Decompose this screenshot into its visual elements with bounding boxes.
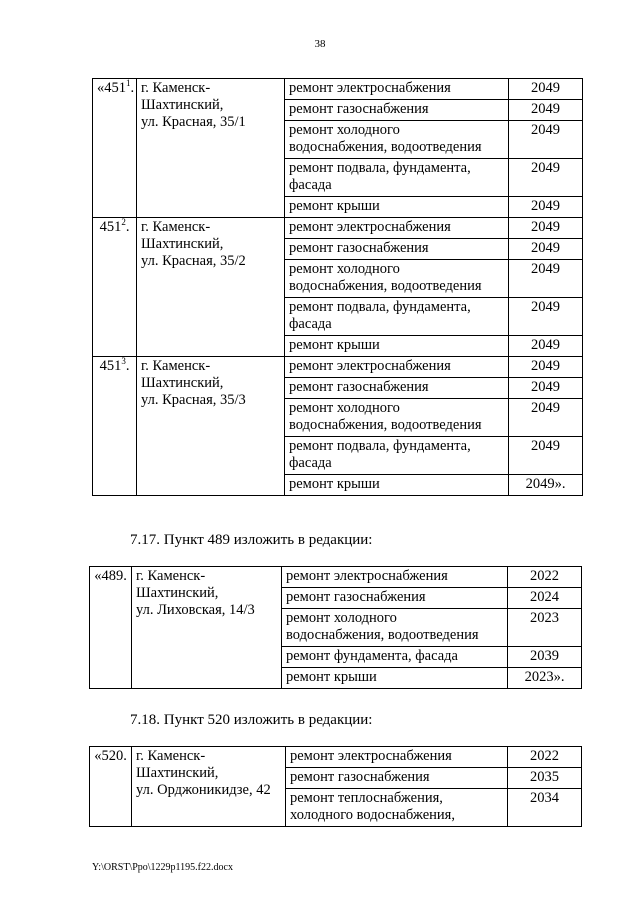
- year-cell: [509, 399, 583, 437]
- year-cell: [508, 567, 582, 588]
- table-row: [90, 567, 582, 588]
- year-cell: [509, 197, 583, 218]
- work-type-text: ремонт газоснабжения: [289, 379, 429, 395]
- work-type-cell: [285, 121, 509, 159]
- work-type-cell: [286, 768, 508, 789]
- table-row: [93, 79, 583, 100]
- repair-schedule-table-451: [92, 78, 583, 496]
- year-cell: [509, 336, 583, 357]
- address-line: г. Каменск-: [141, 219, 211, 235]
- work-type-cell: [285, 475, 509, 496]
- work-type-line: ремонт холодного: [289, 400, 400, 416]
- work-type-line: водоснабжения, водоотведения: [289, 278, 482, 294]
- work-type-cell: [285, 437, 509, 475]
- work-type-line: ремонт подвала, фундамента,: [289, 160, 471, 176]
- work-type-line: ремонт холодного: [289, 122, 400, 138]
- work-type-text: ремонт фундамента, фасада: [286, 648, 458, 664]
- work-type-cell: [282, 668, 508, 689]
- address-line: ул. Орджоникидзе, 42: [136, 782, 271, 798]
- work-type-text: ремонт электроснабжения: [289, 80, 451, 96]
- year-value: 2049: [531, 240, 560, 256]
- address-cell: [137, 218, 285, 357]
- item-number: [90, 747, 132, 827]
- work-type-cell: [285, 100, 509, 121]
- repair-schedule-table-520: [89, 746, 582, 827]
- year-value: 2049: [531, 358, 560, 374]
- year-cell: [509, 79, 583, 100]
- paragraph-7-18: 7.18. Пункт 520 изложить в редакции:: [130, 712, 373, 728]
- work-type-cell: [285, 336, 509, 357]
- year-cell: [508, 588, 582, 609]
- footer-file-path: Y:\ORST\Ppo\1229p1195.f22.docx: [92, 862, 233, 873]
- work-type-cell: [282, 609, 508, 647]
- work-type-text: ремонт газоснабжения: [290, 769, 430, 785]
- work-type-line: фасада: [289, 316, 332, 332]
- item-number-suffix: .: [125, 358, 130, 374]
- year-value: 2049: [531, 198, 560, 214]
- work-type-text: ремонт газоснабжения: [289, 240, 429, 256]
- year-value: 2035: [530, 769, 559, 785]
- work-type-cell: [285, 159, 509, 197]
- item-number-text: 451: [99, 358, 122, 374]
- work-type-line: ремонт подвала, фундамента,: [289, 438, 471, 454]
- year-cell: [509, 357, 583, 378]
- year-value: 2023».: [524, 669, 565, 685]
- year-value: 2049».: [525, 476, 566, 492]
- work-type-line: фасада: [289, 177, 332, 193]
- work-type-text: ремонт электроснабжения: [290, 748, 452, 764]
- work-type-text: ремонт крыши: [289, 337, 380, 353]
- work-type-line: ремонт холодного: [286, 610, 397, 626]
- address-cell: [137, 357, 285, 496]
- year-cell: [509, 260, 583, 298]
- address-line: Шахтинский,: [141, 97, 224, 113]
- item-number: [93, 357, 137, 496]
- work-type-text: ремонт электроснабжения: [289, 219, 451, 235]
- work-type-text: ремонт крыши: [289, 476, 380, 492]
- work-type-line: фасада: [289, 455, 332, 471]
- address-line: ул. Красная, 35/3: [141, 392, 246, 408]
- year-value: 2049: [531, 80, 560, 96]
- work-type-line: холодного водоснабжения,: [290, 807, 455, 823]
- address-cell: [132, 747, 286, 827]
- year-value: 2022: [530, 568, 559, 584]
- work-type-text: ремонт крыши: [286, 669, 377, 685]
- year-cell: [508, 789, 582, 827]
- address-line: г. Каменск-: [141, 80, 211, 96]
- work-type-cell: [282, 588, 508, 609]
- item-number: [90, 567, 132, 689]
- item-number-text: «489.: [94, 568, 127, 584]
- work-type-line: водоснабжения, водоотведения: [289, 139, 482, 155]
- address-line: ул. Красная, 35/1: [141, 114, 246, 130]
- item-number-superscript: 3: [121, 356, 126, 367]
- address-line: ул. Красная, 35/2: [141, 253, 246, 269]
- year-value: 2049: [531, 122, 560, 138]
- work-type-line: водоснабжения, водоотведения: [286, 627, 479, 643]
- work-type-line: ремонт холодного: [289, 261, 400, 277]
- year-cell: [508, 747, 582, 768]
- work-type-cell: [285, 79, 509, 100]
- address-line: Шахтинский,: [141, 236, 224, 252]
- work-type-cell: [285, 239, 509, 260]
- work-type-cell: [285, 260, 509, 298]
- year-cell: [509, 239, 583, 260]
- item-number-text: «520.: [94, 748, 127, 764]
- work-type-text: ремонт газоснабжения: [286, 589, 426, 605]
- address-cell: [137, 79, 285, 218]
- item-number-superscript: 1: [126, 78, 131, 89]
- year-value: 2039: [530, 648, 559, 664]
- address-line: г. Каменск-: [141, 358, 211, 374]
- work-type-line: водоснабжения, водоотведения: [289, 417, 482, 433]
- table-row: [93, 357, 583, 378]
- paragraph-7-17: 7.17. Пункт 489 изложить в редакции:: [130, 532, 373, 548]
- work-type-cell: [286, 747, 508, 768]
- item-number-suffix: .: [130, 80, 135, 96]
- year-value: 2034: [530, 790, 559, 806]
- address-line: г. Каменск-: [136, 568, 206, 584]
- repair-schedule-table-489: [89, 566, 582, 689]
- work-type-cell: [285, 357, 509, 378]
- year-cell: [509, 298, 583, 336]
- year-cell: [509, 121, 583, 159]
- work-type-line: ремонт теплоснабжения,: [290, 790, 443, 806]
- work-type-cell: [285, 378, 509, 399]
- work-type-cell: [286, 789, 508, 827]
- address-cell: [132, 567, 282, 689]
- year-value: 2022: [530, 748, 559, 764]
- work-type-text: ремонт электроснабжения: [289, 358, 451, 374]
- year-value: 2049: [531, 438, 560, 454]
- work-type-cell: [285, 197, 509, 218]
- year-cell: [509, 475, 583, 496]
- item-number-text: 451: [99, 219, 122, 235]
- year-cell: [509, 159, 583, 197]
- work-type-cell: [282, 647, 508, 668]
- work-type-cell: [285, 218, 509, 239]
- year-cell: [508, 647, 582, 668]
- table-row: [90, 747, 582, 768]
- item-number-superscript: 2: [121, 217, 126, 228]
- year-cell: [508, 668, 582, 689]
- address-line: Шахтинский,: [141, 375, 224, 391]
- year-value: 2023: [530, 610, 559, 626]
- year-value: 2049: [531, 261, 560, 277]
- address-line: ул. Лиховская, 14/3: [136, 602, 255, 618]
- work-type-cell: [282, 567, 508, 588]
- address-line: Шахтинский,: [136, 765, 219, 781]
- address-line: г. Каменск-: [136, 748, 206, 764]
- page-number: 38: [314, 38, 326, 50]
- year-cell: [509, 218, 583, 239]
- work-type-text: ремонт газоснабжения: [289, 101, 429, 117]
- year-value: 2049: [531, 379, 560, 395]
- year-cell: [508, 609, 582, 647]
- year-value: 2049: [531, 400, 560, 416]
- table-row: [93, 218, 583, 239]
- work-type-cell: [285, 399, 509, 437]
- year-cell: [509, 437, 583, 475]
- year-value: 2049: [531, 219, 560, 235]
- year-value: 2049: [531, 337, 560, 353]
- work-type-text: ремонт электроснабжения: [286, 568, 448, 584]
- address-line: Шахтинский,: [136, 585, 219, 601]
- year-value: 2049: [531, 101, 560, 117]
- year-value: 2049: [531, 160, 560, 176]
- item-number: [93, 218, 137, 357]
- item-number: [93, 79, 137, 218]
- year-cell: [509, 378, 583, 399]
- work-type-cell: [285, 298, 509, 336]
- year-cell: [509, 100, 583, 121]
- item-number-text: «451: [97, 80, 126, 96]
- item-number-suffix: .: [125, 219, 130, 235]
- work-type-text: ремонт крыши: [289, 198, 380, 214]
- year-value: 2049: [531, 299, 560, 315]
- work-type-line: ремонт подвала, фундамента,: [289, 299, 471, 315]
- year-value: 2024: [530, 589, 559, 605]
- year-cell: [508, 768, 582, 789]
